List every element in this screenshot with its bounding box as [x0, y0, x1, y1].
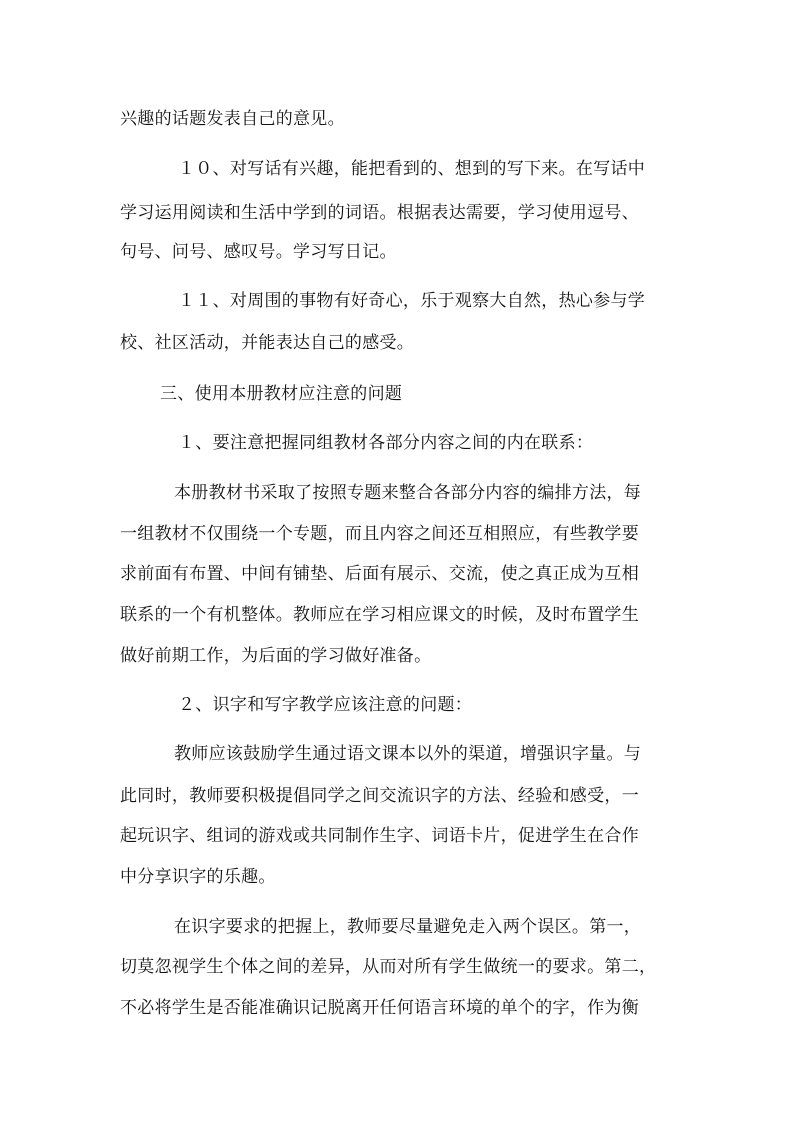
text-line: 中分享识字的乐趣。	[120, 867, 276, 887]
section-heading: 三、使用本册教材应注意的问题	[160, 384, 403, 404]
text-line: 切莫忽视学生个体之间的差异，从而对所有学生做统一的要求。第二，	[120, 957, 657, 977]
text-line: 教师应该鼓励学生通过语文课本以外的渠道，增强识字量。与	[174, 744, 642, 764]
text-line: 句号、问号、感叹号。学习写日记。	[120, 242, 397, 262]
text-line: 校、社区活动，并能表达自己的感受。	[120, 333, 415, 353]
text-line: １０、对写话有兴趣，能把看到的、想到的写下来。在写话中	[178, 159, 646, 179]
text-line: 联系的一个有机整体。教师应在学习相应课文的时候，及时布置学生	[120, 605, 639, 625]
text-line: 兴趣的话题发表自己的意见。	[120, 109, 345, 129]
text-line: 求前面有布置、中间有铺垫、后面有展示、交流，使之真正成为互相	[120, 564, 639, 584]
subsection-heading: １、要注意把握同组教材各部分内容之间的内在联系：	[178, 433, 594, 453]
subsection-heading: ２、识字和写字教学应该注意的问题：	[178, 695, 473, 715]
text-line: 起玩识字、组词的游戏或共同制作生字、词语卡片，促进学生在合作	[120, 826, 639, 846]
text-line: 本册教材书采取了按照专题来整合各部分内容的编排方法，每	[174, 483, 642, 503]
text-line: １１、对周围的事物有好奇心，乐于观察大自然，热心参与学	[178, 291, 646, 311]
text-line: 在识字要求的把握上，教师要尽量避免走入两个误区。第一，	[174, 917, 642, 937]
text-line: 一组教材不仅围绕一个专题，而且内容之间还互相照应，有些教学要	[120, 524, 639, 544]
text-line: 此同时，教师要积极提倡同学之间交流识字的方法、经验和感受，一	[120, 786, 639, 806]
text-line: 学习运用阅读和生活中学到的词语。根据表达需要，学习使用逗号、	[120, 203, 639, 223]
text-line: 做好前期工作，为后面的学习做好准备。	[120, 646, 432, 666]
text-line: 不必将学生是否能准确识记脱离开任何语言环境的单个的字，作为衡	[120, 998, 639, 1018]
